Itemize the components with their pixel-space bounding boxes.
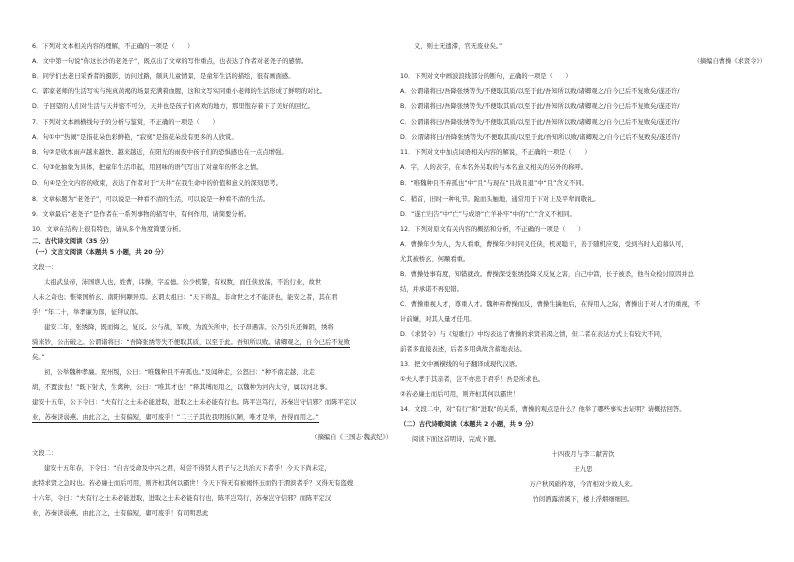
q10-option-a: A．公谓诸将曰/吾降张绣等失/不便取其质/以至于此/吾知所以败/诸卿观之/自今已后不复败矣/遂还许/ [400, 88, 680, 95]
q10-option-c: C．公谓诸将曰/吾降张绣等失/不便取其质/以至于此/吾知所以败/诸卿观之/自今已后不复败矣/遂还许/ [400, 119, 680, 126]
passage-1-para-1: 太祖武皇帝，沛国谯人也，姓曹，讳操，字孟德。公少机警，有权数，而任侠放荡，不治行业，故世 [44, 279, 322, 286]
poem-line-2: 竹间洒露清溪下，楼上浮烟细细回。 [532, 496, 634, 503]
question-6: 6．下列对文本相关内容的理解，不正确的一项是（ ） [32, 43, 194, 50]
question-7: 7．下列对文本画横线句子的分析与鉴赏，不正确的一项是（ ） [32, 119, 219, 126]
passage-1-underlined-line: 业，苏秦济弱燕。由此言之，士有偏短，庸可废乎！“二三子其佐我明扬仄陋，唯才是举，吾得而用之。” [32, 414, 319, 421]
right-column [400, 0, 766, 562]
question-9: 9．文章最后“老尧子”是作者在一系列事物的描写中，有何作用，请简要分析。 [32, 211, 251, 218]
passage-2-line: 十六年，令曰：“夫有行之士未必能进取，进取之士未必能有行也，陈平岂笃行，苏秦岂守信邪？而陈平定汉 [32, 495, 332, 502]
passage-1-line: 乎！”年二十，举孝廉为郎，征拜议郎。 [32, 309, 143, 316]
question-14: 14．文段二中，对“有行”和“进取”的关系，曹操的观点是什么？他举了哪些事实去证明？请概括回答。 [400, 406, 686, 413]
left-column [32, 0, 392, 562]
q7-option-a: A．句①中“热闹”是指花朵色彩鲜艳，“寂寞”是指花朵没有更多的人欣赏。 [32, 134, 238, 141]
passage-1-source: （摘编自《三国志·魏武纪》） [311, 434, 392, 441]
q7-option-d: D．句④是全文内容的收束，表达了作者对于“天井”在我生命中的价值和意义的深刻思考。 [32, 180, 283, 187]
passage-2-source: （摘编自曹操《求贤令》） [693, 58, 766, 65]
q12-option-c: C．曹操重视人才，尊重人才。魏种弃曹操而反，曹操生擒他后，在得用人之际，曹操出于对人才的重视，不 [400, 301, 701, 308]
poem-title: 十四夜月与李二献苦饮 [551, 451, 615, 458]
passage-1-line: 人未之奇也；惟梁国桥玄、南阳何颙异焉。玄谓太祖曰：“天下将乱，非命世之才不能济也，能安之者，其在君 [32, 294, 338, 301]
question-12: 12．下列对原文有关内容的概括和分析，不正确的一项是（ ） [400, 226, 585, 233]
q12-option-b-cont: 结，并承诺不再犯错。 [400, 286, 463, 293]
q11-option-d: D．“遂亡归告”中“亡”与成语“亡羊补牢”中的“亡”含义不相同。 [400, 211, 576, 218]
question-11: 11．下列对文中加点词语相关内容的解说，不正确的一项是（ ） [400, 149, 591, 156]
passage-2-end: 义，则士无遗滞，官无废业矣。” [414, 43, 503, 50]
passage-1-para-2: 建安二年，张绣降，既而悔之，复反。公与战，军败，为流矢所中，长子昂遇害。公乃引兵还舞阴，绣将 [44, 324, 334, 331]
passage-1-para-3: 初，公举魏种孝廉。兖州叛，公曰：“唯魏种且不弃孤也。”及闻种走，公怒曰：“种不南走越、北走 [44, 369, 316, 376]
q11-option-c: C．稍首，旧时一种礼节。跪而头触地，通常用于下对上及平辈间敬礼。 [400, 196, 600, 203]
passage-2-para-1: 建安十五年春，下令曰：“自古受命及中兴之君，曷尝不得贤人君子与之共治天下者乎！今天下尚未定， [44, 465, 331, 472]
passage-1-line: 胡，不置汝也！”既下射犬，生禽种，公曰：“唯其才也！”释其缚而用之，以魏种为河内太守，属以河北事。 [32, 384, 332, 391]
subsection-heading-poetry: （二）古代诗歌阅读（本题共 2 小题，共 9 分） [400, 421, 538, 428]
q6-option-a: A．文中第一句说“你这长沙的老尧子”，既点出了文章的写作重点，也表达了作者对老尧子的感情。 [32, 58, 308, 65]
passage-2-line: 业，苏秦济弱燕。由此言之，士有偏短，庸可废乎！有司明思此 [32, 510, 209, 517]
poem-line-1: 万户秋风础杵寒，今宵相对少故人来。 [529, 481, 637, 488]
section-heading-2: 二、古代诗文阅读（35 分） [32, 238, 113, 245]
poem-author: 王九思 [573, 466, 593, 473]
q13-sentence-1: ①夫人孝于其亲者，岂不亦忠于君乎！吾是所求也。 [400, 376, 545, 383]
q12-option-d-cont: 前者多直接表述，后者多用典故含蓄地表达。 [400, 346, 526, 353]
question-10: 10．下列对文中画波浪线部分的断句，正确的一项是（ ） [400, 73, 572, 80]
question-8: 8．文章标题为“老尧子”，可以说是一种看不清的生活，可以说是一种看不清的生活。 [32, 196, 270, 203]
q7-option-b: B．句②是收本雨声越来越快、越来越近，在阳光的雨夜中孩子们的恐惧感也在一点点增强。 [32, 149, 288, 156]
q12-option-a: A．曹操年少为人，为人看重，曹操年少时同义任侠，机灵聪干，善于随机应变，受到当时人追慕认可， [400, 241, 688, 248]
question-13: 13．把文中画横线的句子翻译成现代汉语。 [400, 361, 522, 368]
q11-option-b: B．“唯魏种且不弃孤也”中“且”与现在“且战且退”中“且”含义不同。 [400, 180, 588, 187]
q13-sentence-2: ②若必廉士而后可用，则齐桓其何以霸世！ [400, 391, 519, 398]
q12-option-b: B．曹操处事有度，知错就改。曹操深受张绣投降又反复之害，自己中箭，长子被杀，他当众检讨原因并总 [400, 271, 694, 278]
q6-option-b: B．同学们去老曰采香者的摄影，访问过路，颇具儿童情景，是童年生活的描绘，很有画面感。 [32, 73, 295, 80]
q12-option-a-cont: 尤其被桥玄、何颙看重。 [400, 256, 470, 263]
q11-option-a: A．字，人的表字，在本名外另取的与本名意义相关的另外的称呼。 [400, 164, 587, 171]
passage-1-line: 矣。” [32, 354, 45, 361]
passage-2-label: 文段二： [32, 450, 58, 457]
q12-option-c-cont: 计前嫌，对其人量才任用。 [400, 316, 476, 323]
passage-1-label: 文段一： [32, 264, 58, 271]
subsection-heading-wenyan: （一）文言文阅读（本题共 5 小题，共 20 分） [32, 249, 168, 256]
passage-2-line: 此特求贤之急时也。若必廉士而后可用，则齐桓其何以霸世！今天下得无有被褐怀玉而钓于渭滨者乎？又得无有盗嫂 [32, 480, 354, 487]
passage-1-line: 建安十五年，公下令曰：“夫有行之士未必能进取，进取之士未必能有行也。陈平岂笃行，苏秦岂守信邪？而陈平定汉 [32, 399, 357, 406]
poetry-instruction: 阅读下面这首明诗，完成下题。 [412, 436, 501, 443]
question-10-text: 10．文章在结构上很有特色，请从多个角度简要分析。 [32, 226, 185, 233]
q10-option-b: B．公谓诸将曰/吾降张绣等失/不便取其质/以至于此/吾知所以败/诸卿观之/自今已后不复败矣/遂还许/ [400, 103, 680, 110]
q10-option-d: D．公谓诸将曰/吾降张绣等失/不便取其质/以至于此/吾知所以败/诸卿观之/自今已后不复败矣/遂还许/ [400, 134, 680, 141]
q6-option-d: D．子回望的人们对生活与天井密不可分，天井也是孩子们喜欢的地方，那里饱存着下了美好的回忆。 [32, 103, 314, 110]
passage-1-wavy-line: 骑来钞，公击破之。公谓诸将曰：“吾降张绣等失不便取其质，以至于此。吾知所以败。诸卿观之，自今已后不复败 [32, 339, 351, 346]
q6-option-c: C．郭家老师的生活写实与纯真黄褐的场景充满着血腥，这和文写实同重小老师的生活形成了鲜明的对比。 [32, 88, 327, 95]
q7-option-c: C．句③化抽象为具体，把童年生活串起，用回味的语气写出了对童年的怀念之情。 [32, 164, 263, 171]
q12-option-d: D．《求贤令》与《短歌行》中均表达了曹操的求贤若渴之情，但二者在表达方式上有较大不同， [400, 331, 667, 338]
